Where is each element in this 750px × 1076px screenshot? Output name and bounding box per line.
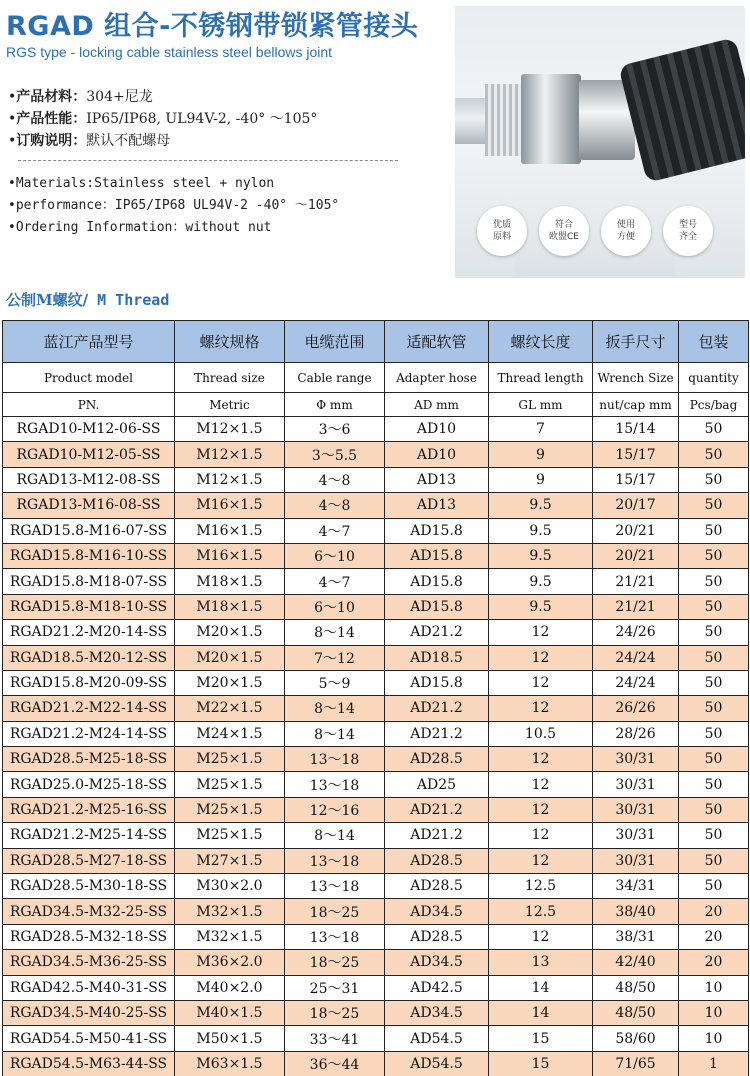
table-cell: 15 bbox=[489, 1051, 593, 1076]
table-cell: 20/17 bbox=[593, 493, 679, 518]
header-cell: 螺纹长度 bbox=[489, 321, 593, 363]
table-cell: M36×2.0 bbox=[175, 950, 285, 975]
table-row bbox=[3, 670, 749, 695]
table-cell: AD15.8 bbox=[385, 543, 489, 568]
table-cell: 6～10 bbox=[285, 594, 385, 619]
thread-illustration bbox=[485, 84, 525, 156]
feature-badges bbox=[477, 206, 713, 256]
table-cell: 50 bbox=[679, 417, 749, 442]
table-cell: AD21.2 bbox=[385, 696, 489, 721]
table-cell: 14 bbox=[489, 1000, 593, 1025]
table-cell: RGAD15.8-M16-07-SS bbox=[3, 518, 175, 543]
table-row bbox=[3, 747, 749, 772]
header-cell: Wrench Size bbox=[593, 363, 679, 393]
table-cell: RGAD15.8-M16-10-SS bbox=[3, 543, 175, 568]
table-cell: 50 bbox=[679, 670, 749, 695]
product-photo bbox=[455, 6, 745, 278]
table-cell: AD10 bbox=[385, 417, 489, 442]
table-row bbox=[3, 772, 749, 797]
table-cell: 4～7 bbox=[285, 518, 385, 543]
table-cell: M25×1.5 bbox=[175, 823, 285, 848]
table-row bbox=[3, 1051, 749, 1076]
table-cell: 1 bbox=[679, 1051, 749, 1076]
table-row bbox=[3, 924, 749, 949]
table-cell: 9.5 bbox=[489, 518, 593, 543]
table-cell: AD25 bbox=[385, 772, 489, 797]
table-row bbox=[3, 721, 749, 746]
table-cell: AD13 bbox=[385, 493, 489, 518]
table-cell: 4～8 bbox=[285, 493, 385, 518]
table-cell: RGAD10-M12-05-SS bbox=[3, 442, 175, 467]
table-cell: RGAD10-M12-06-SS bbox=[3, 417, 175, 442]
table-cell: M30×2.0 bbox=[175, 874, 285, 899]
table-cell: 9 bbox=[489, 442, 593, 467]
header-cell: Adapter hose bbox=[385, 363, 489, 393]
table-cell: M25×1.5 bbox=[175, 747, 285, 772]
table-cell: AD15.8 bbox=[385, 594, 489, 619]
table-cell: RGAD34.5-M40-25-SS bbox=[3, 1000, 175, 1025]
table-cell: 36～44 bbox=[285, 1051, 385, 1076]
header-cell: nut/cap mm bbox=[593, 393, 679, 417]
badge-full-range: 型号 齐全 bbox=[663, 206, 713, 256]
badge-easy-use: 使用 方便 bbox=[601, 206, 651, 256]
table-cell: AD15.8 bbox=[385, 518, 489, 543]
table-row bbox=[3, 797, 749, 822]
table-cell: 12～16 bbox=[285, 797, 385, 822]
table-cell: 10.5 bbox=[489, 721, 593, 746]
table-cell: M16×1.5 bbox=[175, 518, 285, 543]
table-cell: 50 bbox=[679, 696, 749, 721]
table-cell: 34/31 bbox=[593, 874, 679, 899]
table-cell: 13 bbox=[489, 950, 593, 975]
table-cell: 30/31 bbox=[593, 823, 679, 848]
table-cell: 50 bbox=[679, 721, 749, 746]
header-cell: Metric bbox=[175, 393, 285, 417]
spec-label: performance： bbox=[15, 198, 115, 213]
table-cell: 50 bbox=[679, 543, 749, 568]
header-cell: 蓝江产品型号 bbox=[3, 321, 175, 363]
table-cell: 50 bbox=[679, 772, 749, 797]
bullet: • bbox=[8, 176, 16, 191]
table-cell: RGAD21.2-M22-14-SS bbox=[3, 696, 175, 721]
table-cell: 13～18 bbox=[285, 848, 385, 873]
table-cell: 3～6 bbox=[285, 417, 385, 442]
header-row-en bbox=[3, 363, 749, 393]
table-row bbox=[3, 1026, 749, 1051]
table-row bbox=[3, 899, 749, 924]
header-cell: Product model bbox=[3, 363, 175, 393]
table-row bbox=[3, 543, 749, 568]
table-row bbox=[3, 442, 749, 467]
table-cell: 50 bbox=[679, 620, 749, 645]
header-cell: 扳手尺寸 bbox=[593, 321, 679, 363]
table-cell: 12 bbox=[489, 823, 593, 848]
table-row bbox=[3, 467, 749, 492]
table-cell: 15/14 bbox=[593, 417, 679, 442]
table-cell: M40×1.5 bbox=[175, 1000, 285, 1025]
badge-quality: 优质 原料 bbox=[477, 206, 527, 256]
table-cell: M32×1.5 bbox=[175, 899, 285, 924]
table-cell: M50×1.5 bbox=[175, 1026, 285, 1051]
header-cell: AD mm bbox=[385, 393, 489, 417]
table-cell: 12 bbox=[489, 620, 593, 645]
table-cell: 38/40 bbox=[593, 899, 679, 924]
header-cell: Cable range bbox=[285, 363, 385, 393]
table-cell: 8～14 bbox=[285, 696, 385, 721]
table-cell: 25～31 bbox=[285, 975, 385, 1000]
spec-performance-cn bbox=[8, 108, 408, 130]
table-cell: 7 bbox=[489, 417, 593, 442]
table-cell: 21/21 bbox=[593, 594, 679, 619]
section-title-en: M Thread bbox=[88, 291, 170, 309]
table-cell: 20 bbox=[679, 950, 749, 975]
table-cell: M16×1.5 bbox=[175, 493, 285, 518]
table-cell: RGAD54.5-M63-44-SS bbox=[3, 1051, 175, 1076]
table-cell: 9 bbox=[489, 467, 593, 492]
table-cell: 15/17 bbox=[593, 467, 679, 492]
table-cell: M25×1.5 bbox=[175, 772, 285, 797]
table-row bbox=[3, 1000, 749, 1025]
table-cell: 50 bbox=[679, 594, 749, 619]
table-cell: 5～9 bbox=[285, 670, 385, 695]
table-cell: M25×1.5 bbox=[175, 797, 285, 822]
table-cell: RGAD21.2-M25-14-SS bbox=[3, 823, 175, 848]
table-cell: 10 bbox=[679, 1026, 749, 1051]
table-cell: 18～25 bbox=[285, 1000, 385, 1025]
table-cell: 18～25 bbox=[285, 899, 385, 924]
table-cell: M20×1.5 bbox=[175, 670, 285, 695]
table-cell: 58/60 bbox=[593, 1026, 679, 1051]
table-cell: 38/31 bbox=[593, 924, 679, 949]
header-cell: 螺纹规格 bbox=[175, 321, 285, 363]
spec-label: 产品性能： bbox=[16, 111, 87, 127]
header-cell: Thread size bbox=[175, 363, 285, 393]
header-cell: Pcs/bag bbox=[679, 393, 749, 417]
table-cell: 30/31 bbox=[593, 797, 679, 822]
table-cell: RGAD13-M16-08-SS bbox=[3, 493, 175, 518]
table-cell: 6～10 bbox=[285, 543, 385, 568]
table-cell: 28/26 bbox=[593, 721, 679, 746]
table-cell: M12×1.5 bbox=[175, 417, 285, 442]
bullet: • bbox=[8, 111, 17, 127]
spec-label: 产品材料： bbox=[16, 89, 87, 105]
spec-list bbox=[8, 86, 408, 239]
table-cell: 12 bbox=[489, 772, 593, 797]
table-row bbox=[3, 518, 749, 543]
spec-ordering-cn bbox=[8, 130, 408, 152]
table-cell: 12 bbox=[489, 747, 593, 772]
table-cell: 14 bbox=[489, 975, 593, 1000]
table-cell: 50 bbox=[679, 823, 749, 848]
spec-label: Ordering Information： bbox=[15, 220, 186, 235]
table-cell: 10 bbox=[679, 1000, 749, 1025]
table-row bbox=[3, 569, 749, 594]
table-cell: AD13 bbox=[385, 467, 489, 492]
spec-table bbox=[2, 320, 749, 1076]
table-cell: 24/26 bbox=[593, 620, 679, 645]
table-cell: 20 bbox=[679, 924, 749, 949]
table-row bbox=[3, 975, 749, 1000]
table-cell: 20/21 bbox=[593, 518, 679, 543]
table-cell: 15/17 bbox=[593, 442, 679, 467]
badge-ce: 符合 欧盟CE bbox=[539, 206, 589, 256]
table-cell: 9.5 bbox=[489, 569, 593, 594]
table-cell: 50 bbox=[679, 518, 749, 543]
table-cell: 20/21 bbox=[593, 543, 679, 568]
table-row bbox=[3, 620, 749, 645]
section-title-cn: 公制M螺纹/ bbox=[6, 291, 89, 309]
table-cell: RGAD15.8-M20-09-SS bbox=[3, 670, 175, 695]
header-cell: Thread length bbox=[489, 363, 593, 393]
table-cell: M12×1.5 bbox=[175, 442, 285, 467]
bullet: • bbox=[8, 133, 17, 149]
spec-value: IP65/IP68 UL94V-2 -40° ～105° bbox=[114, 198, 340, 213]
table-row bbox=[3, 645, 749, 670]
spec-value: 默认不配螺母 bbox=[86, 133, 171, 149]
bellows-hose-illustration bbox=[618, 37, 745, 182]
table-cell: 15 bbox=[489, 1026, 593, 1051]
table-row bbox=[3, 696, 749, 721]
table-cell: RGAD15.8-M18-10-SS bbox=[3, 594, 175, 619]
spec-value: Stainless steel + nylon bbox=[94, 176, 275, 191]
table-cell: 24/24 bbox=[593, 670, 679, 695]
header-cell: quantity bbox=[679, 363, 749, 393]
spec-ordering-en bbox=[8, 217, 408, 239]
table-cell: RGAD21.2-M24-14-SS bbox=[3, 721, 175, 746]
table-cell: 12 bbox=[489, 924, 593, 949]
table-cell: 9.5 bbox=[489, 594, 593, 619]
table-row bbox=[3, 823, 749, 848]
table-cell: M18×1.5 bbox=[175, 569, 285, 594]
table-cell: RGAD25.0-M25-18-SS bbox=[3, 772, 175, 797]
table-cell: M24×1.5 bbox=[175, 721, 285, 746]
table-cell: AD10 bbox=[385, 442, 489, 467]
header-row-unit bbox=[3, 393, 749, 417]
table-cell: 12.5 bbox=[489, 899, 593, 924]
table-cell: AD15.8 bbox=[385, 670, 489, 695]
table-cell: AD21.2 bbox=[385, 721, 489, 746]
table-cell: M12×1.5 bbox=[175, 467, 285, 492]
page-subtitle: RGS type - locking cable stainless steel bellows joint bbox=[6, 44, 333, 60]
table-cell: AD34.5 bbox=[385, 950, 489, 975]
table-cell: AD21.2 bbox=[385, 797, 489, 822]
table-cell: 13～18 bbox=[285, 747, 385, 772]
section-title bbox=[6, 289, 169, 310]
table-row bbox=[3, 848, 749, 873]
table-cell: RGAD18.5-M20-12-SS bbox=[3, 645, 175, 670]
bullet: • bbox=[8, 198, 16, 213]
table-cell: 18～25 bbox=[285, 950, 385, 975]
table-cell: AD54.5 bbox=[385, 1026, 489, 1051]
table-cell: 13～18 bbox=[285, 874, 385, 899]
table-cell: 12 bbox=[489, 645, 593, 670]
table-cell: 30/31 bbox=[593, 772, 679, 797]
spec-value: 304+尼龙 bbox=[86, 89, 153, 105]
table-cell: RGAD21.2-M20-14-SS bbox=[3, 620, 175, 645]
table-cell: 50 bbox=[679, 797, 749, 822]
table-cell: M63×1.5 bbox=[175, 1051, 285, 1076]
table-cell: M40×2.0 bbox=[175, 975, 285, 1000]
table-cell: RGAD13-M12-08-SS bbox=[3, 467, 175, 492]
bullet: • bbox=[8, 220, 16, 235]
table-cell: 20 bbox=[679, 899, 749, 924]
table-cell: 21/21 bbox=[593, 569, 679, 594]
table-body bbox=[3, 417, 749, 1076]
table-cell: AD34.5 bbox=[385, 899, 489, 924]
table-cell: 30/31 bbox=[593, 747, 679, 772]
header-cell: 电缆范围 bbox=[285, 321, 385, 363]
page-title: RGAD 组合-不锈钢带锁紧管接头 bbox=[6, 11, 419, 42]
table-cell: 33～41 bbox=[285, 1026, 385, 1051]
header-row-cn bbox=[3, 321, 749, 363]
table-cell: 12 bbox=[489, 670, 593, 695]
table-cell: RGAD15.8-M18-07-SS bbox=[3, 569, 175, 594]
table-cell: 50 bbox=[679, 747, 749, 772]
table-cell: RGAD34.5-M32-25-SS bbox=[3, 899, 175, 924]
table-cell: 13～18 bbox=[285, 772, 385, 797]
table-cell: AD28.5 bbox=[385, 874, 489, 899]
table-cell: 50 bbox=[679, 645, 749, 670]
table-cell: RGAD21.2-M25-16-SS bbox=[3, 797, 175, 822]
table-cell: 50 bbox=[679, 442, 749, 467]
table-cell: 48/50 bbox=[593, 1000, 679, 1025]
table-cell: 12 bbox=[489, 848, 593, 873]
table-cell: 42/40 bbox=[593, 950, 679, 975]
spec-material-en bbox=[8, 173, 408, 195]
table-cell: AD21.2 bbox=[385, 620, 489, 645]
table-cell: 50 bbox=[679, 467, 749, 492]
table-cell: 50 bbox=[679, 874, 749, 899]
spec-performance-en bbox=[8, 195, 408, 217]
spec-label: Materials: bbox=[15, 176, 95, 191]
table-cell: 9.5 bbox=[489, 493, 593, 518]
table-cell: M22×1.5 bbox=[175, 696, 285, 721]
table-cell: 3～5.5 bbox=[285, 442, 385, 467]
table-cell: M20×1.5 bbox=[175, 620, 285, 645]
table-cell: 12.5 bbox=[489, 874, 593, 899]
table-cell: AD18.5 bbox=[385, 645, 489, 670]
table-cell: M20×1.5 bbox=[175, 645, 285, 670]
table-cell: AD28.5 bbox=[385, 747, 489, 772]
table-cell: RGAD28.5-M25-18-SS bbox=[3, 747, 175, 772]
table-row bbox=[3, 417, 749, 442]
dashed-divider bbox=[18, 160, 398, 161]
table-cell: M16×1.5 bbox=[175, 543, 285, 568]
table-cell: 8～14 bbox=[285, 823, 385, 848]
bullet: • bbox=[8, 89, 17, 105]
table-cell: 9.5 bbox=[489, 543, 593, 568]
table-row bbox=[3, 493, 749, 518]
table-row bbox=[3, 594, 749, 619]
table-cell: 26/26 bbox=[593, 696, 679, 721]
table-cell: AD21.2 bbox=[385, 823, 489, 848]
header-cell: PN. bbox=[3, 393, 175, 417]
table-cell: 24/24 bbox=[593, 645, 679, 670]
table-cell: M18×1.5 bbox=[175, 594, 285, 619]
table-cell: AD34.5 bbox=[385, 1000, 489, 1025]
table-row bbox=[3, 950, 749, 975]
header-cell: Φ mm bbox=[285, 393, 385, 417]
table-cell: AD28.5 bbox=[385, 848, 489, 873]
table-cell: AD28.5 bbox=[385, 924, 489, 949]
table-cell: 30/31 bbox=[593, 848, 679, 873]
table-cell: AD54.5 bbox=[385, 1051, 489, 1076]
spec-value: IP65/IP68, UL94V-2, -40° ～105° bbox=[86, 111, 318, 127]
table-cell: 71/65 bbox=[593, 1051, 679, 1076]
table-row bbox=[3, 874, 749, 899]
table-cell: RGAD28.5-M30-18-SS bbox=[3, 874, 175, 899]
table-cell: AD15.8 bbox=[385, 569, 489, 594]
table-cell: 50 bbox=[679, 493, 749, 518]
table-cell: 4～7 bbox=[285, 569, 385, 594]
table-cell: 50 bbox=[679, 569, 749, 594]
table-cell: RGAD34.5-M36-25-SS bbox=[3, 950, 175, 975]
table-cell: 13～18 bbox=[285, 924, 385, 949]
table-cell: RGAD42.5-M40-31-SS bbox=[3, 975, 175, 1000]
spec-label: 订购说明： bbox=[16, 133, 87, 149]
nut-illustration bbox=[521, 74, 581, 164]
header-cell: GL mm bbox=[489, 393, 593, 417]
header-cell: 包装 bbox=[679, 321, 749, 363]
table-cell: 8～14 bbox=[285, 721, 385, 746]
table-cell: 10 bbox=[679, 975, 749, 1000]
table-cell: RGAD54.5-M50-41-SS bbox=[3, 1026, 175, 1051]
table-cell: 50 bbox=[679, 848, 749, 873]
table-cell: RGAD28.5-M27-18-SS bbox=[3, 848, 175, 873]
table-cell: 12 bbox=[489, 696, 593, 721]
spec-value: without nut bbox=[185, 220, 272, 235]
spec-material-cn bbox=[8, 86, 408, 108]
table-cell: AD42.5 bbox=[385, 975, 489, 1000]
table-cell: 7～12 bbox=[285, 645, 385, 670]
table-cell: 4～8 bbox=[285, 467, 385, 492]
table-cell: 48/50 bbox=[593, 975, 679, 1000]
table-cell: 12 bbox=[489, 797, 593, 822]
table-cell: RGAD28.5-M32-18-SS bbox=[3, 924, 175, 949]
table-cell: 8～14 bbox=[285, 620, 385, 645]
header-cell: 适配软管 bbox=[385, 321, 489, 363]
table-cell: M32×1.5 bbox=[175, 924, 285, 949]
table-cell: M27×1.5 bbox=[175, 848, 285, 873]
